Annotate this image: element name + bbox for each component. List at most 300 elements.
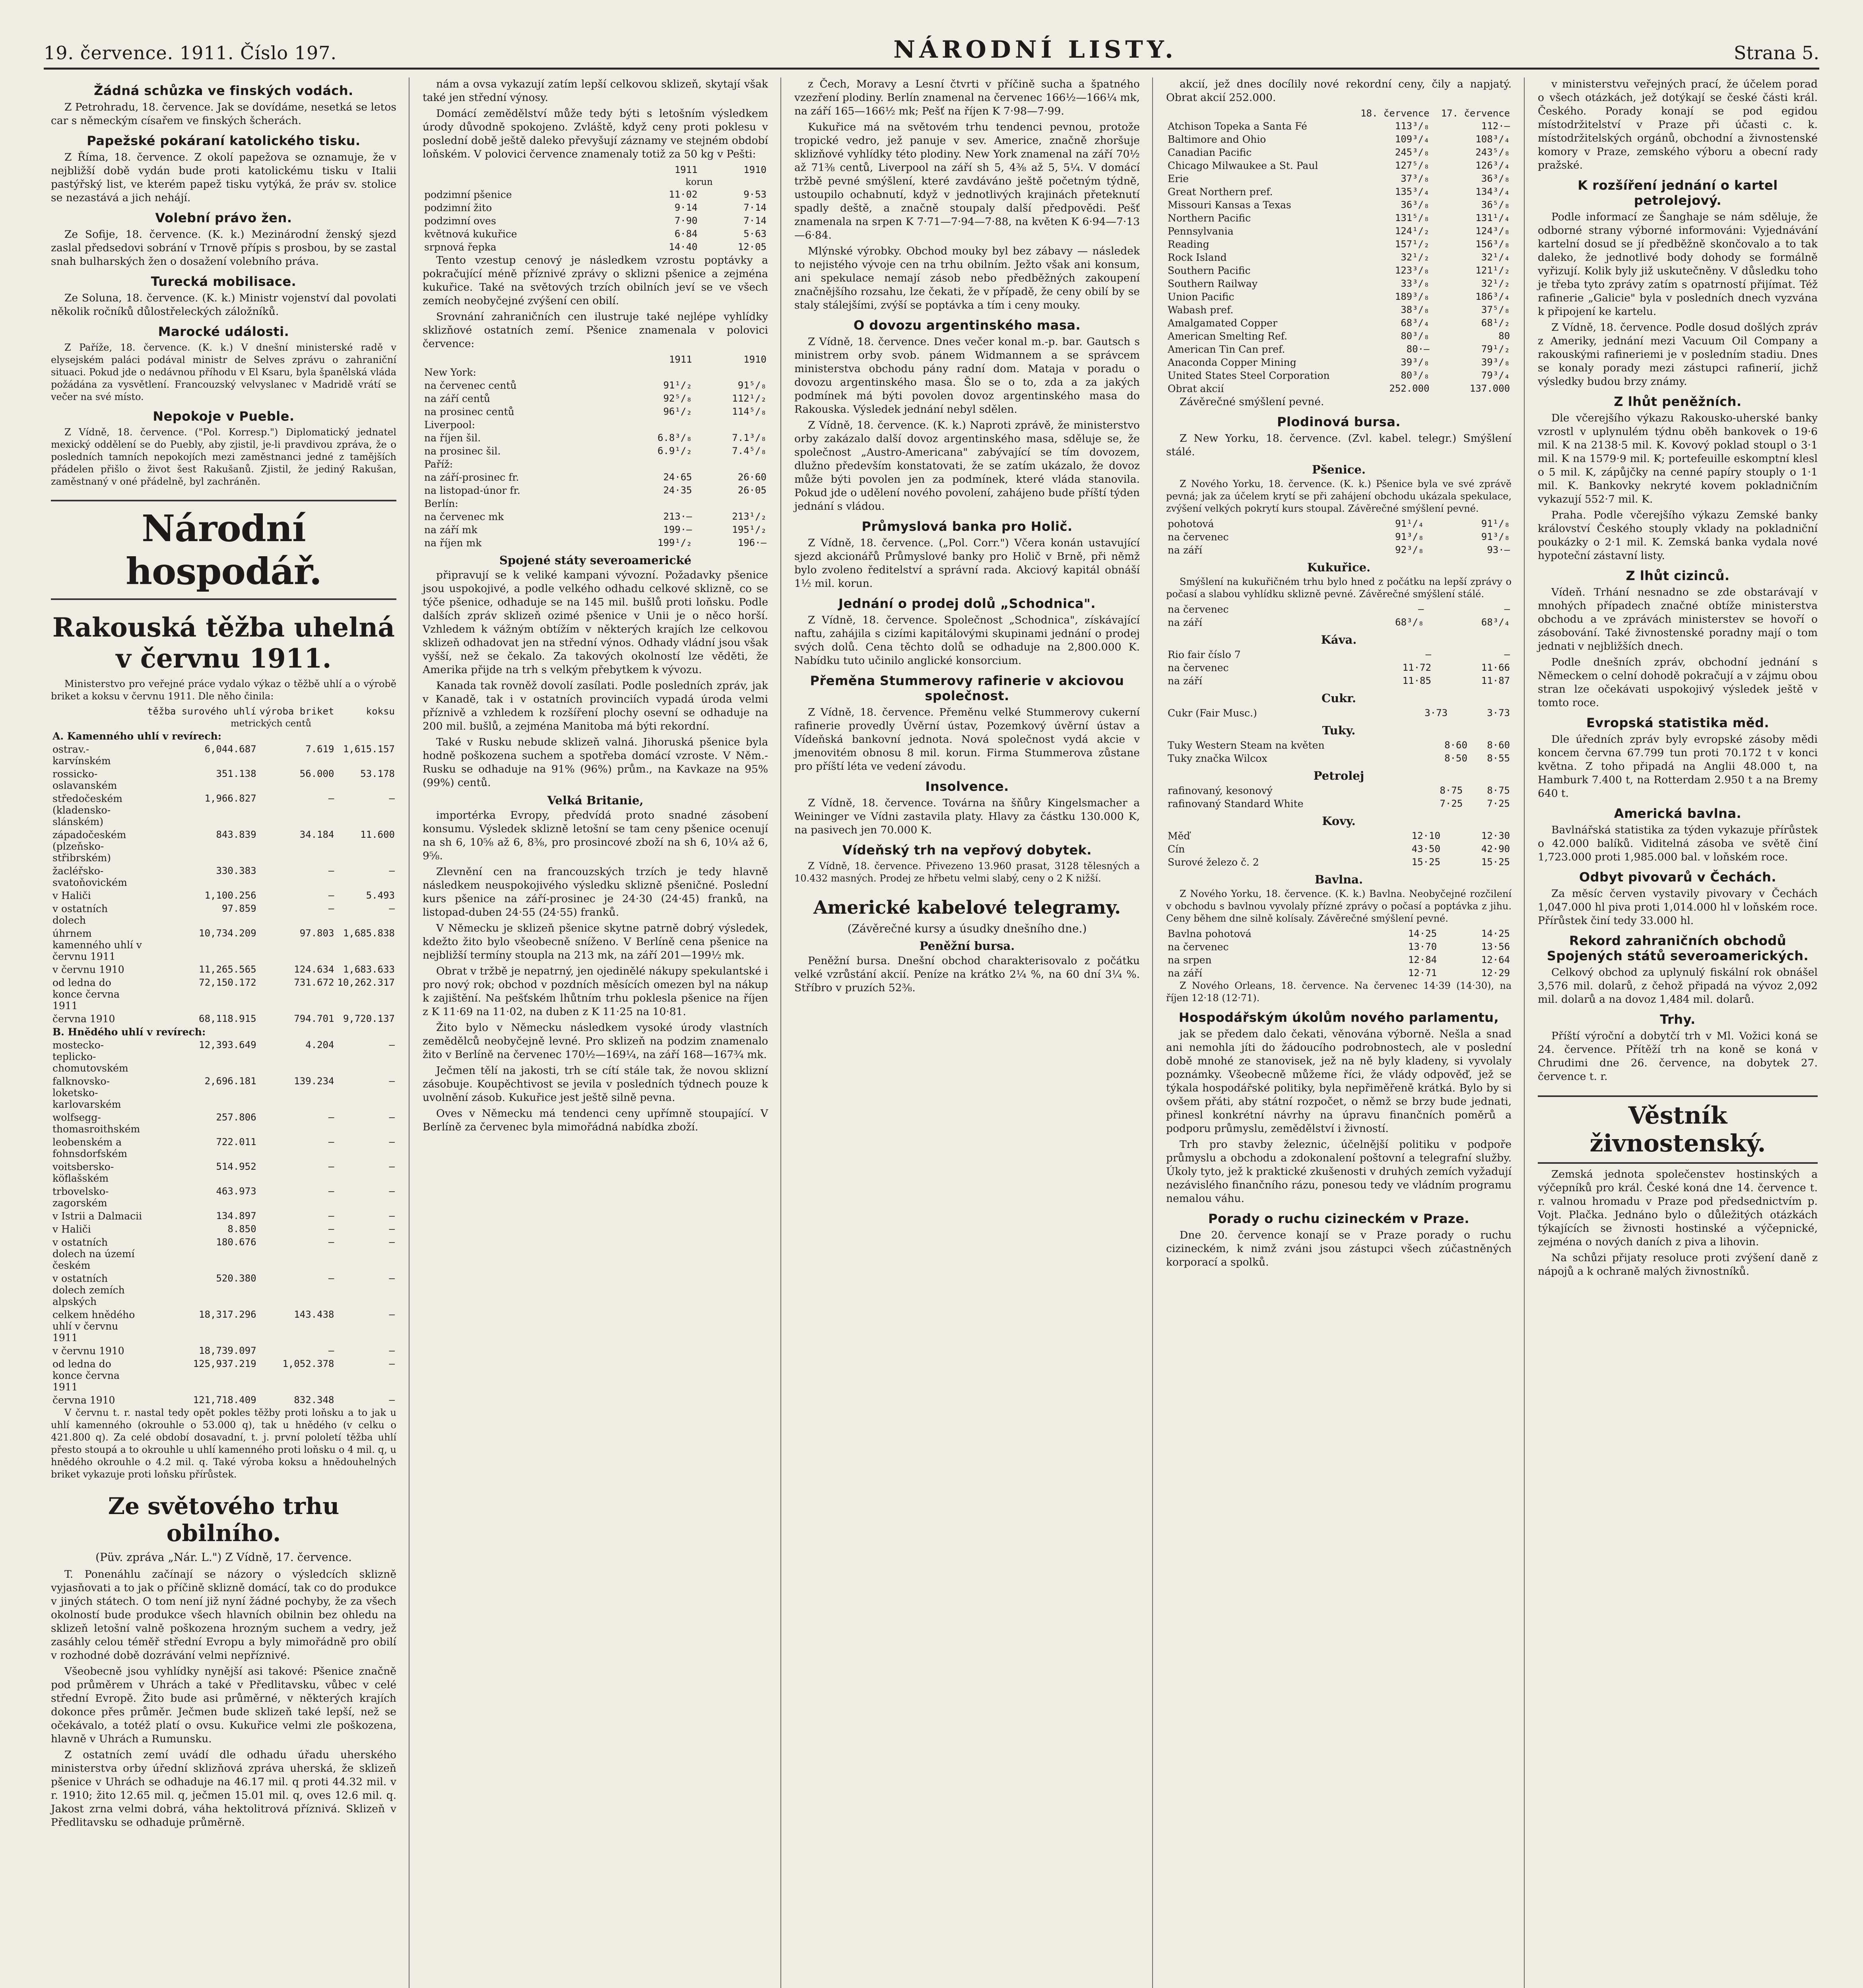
article-text: Trh pro stavby železnic, účelnější politiku v podpoře průmyslu a obchodu a zdokonalení poštovní a telegrafní služby. Úkoly tyto, jež k praktické zkušenosti v druhých zemích vyžadují nezávislého finančního rázu, ponesou tedy ve vládním programu nemalou váhu. xyxy=(1166,1138,1512,1205)
table-row xyxy=(1166,316,1512,330)
table-cell: 8·60 xyxy=(1444,740,1467,751)
table-cell xyxy=(619,458,693,471)
article-text: V červnu t. r. nastal tedy opět pokles těžby proti loňsku a to jak u uhlí kamenného (okrouhle o 53.000 q), tak u hnědého (v celku o 421.800 q). Za celé období dosavadní, t. j. první pololetí těžba uhlí přesto stoupá a to okrouhle u uhlí kamenného proti loňsku o 4 mil. q, u hnědého okrouhle o 4.2 mil. q. Také výroba koksu a hnědouhelných briket vykazuje proti loňsku přírůstek. xyxy=(51,1407,396,1480)
table-cell: 12·64 xyxy=(1481,954,1510,965)
table-cell: 124³/₈ xyxy=(1475,225,1510,237)
table-cell: středočeském (kladensko-slánském) xyxy=(52,793,122,827)
table-row xyxy=(1166,530,1512,544)
table-cell: 97.803 xyxy=(299,928,334,939)
table-cell: 1,615.157 xyxy=(343,744,395,755)
table-cell: Southern Railway xyxy=(1168,278,1258,289)
table-row xyxy=(51,1394,396,1407)
column-4 xyxy=(1159,78,1519,1988)
table-cell: 213¹/₂ xyxy=(732,511,767,522)
table-cell: 10,262.317 xyxy=(337,977,395,988)
table-cell: — xyxy=(389,1186,395,1197)
table-header-cell: 1910 xyxy=(743,354,767,365)
table-cell: 91⁵/₈ xyxy=(737,380,767,391)
headline: Z lhůt peněžních. xyxy=(1614,394,1742,409)
article-text: z Čech, Moravy a Lesní čtvrti v příčině sucha a špatného vzezření plodiny. Berlín znamenal na červenec 166½—166¼ mk, na září 165—166½ mk; Pešť na říjen K 7·98—7·99. xyxy=(794,78,1140,117)
table-cell: na září xyxy=(1168,544,1202,556)
table-cell: 125,937.219 xyxy=(193,1358,256,1369)
table-row xyxy=(1166,198,1512,212)
article-text: Z Petrohradu, 18. července. Jak se dovídáme, nesetká se letos car s německým císařem ve finských šcherách. xyxy=(51,101,396,127)
table-cell: 37⁵/₈ xyxy=(1481,304,1510,315)
table-row xyxy=(1166,674,1512,687)
table-row xyxy=(51,1136,396,1160)
table-row xyxy=(51,963,396,976)
table-cell: 2,696.181 xyxy=(204,1076,256,1087)
table-cell: 79³/₄ xyxy=(1481,370,1510,381)
cotton-table xyxy=(1166,927,1512,980)
table-cell: 5·63 xyxy=(743,228,767,239)
table-row xyxy=(1166,739,1512,752)
table-cell: 11·02 xyxy=(669,189,698,200)
table-row xyxy=(423,188,768,201)
column-rule xyxy=(1152,78,1153,1988)
table-cell: na září-prosinec fr. xyxy=(424,472,519,483)
article-text: Oves v Německu má tendenci ceny upřímně stoupající. V Berlíně za červenec byla mimořádná nabídka zboží. xyxy=(423,1107,768,1133)
article-text: Z New Yorku, 18. července. (Zvl. kabel. telegr.) Smýšlení stálé. xyxy=(1166,432,1512,458)
table-cell: 843.839 xyxy=(216,829,256,840)
table-cell: B. Hnědého uhlí v revírech: xyxy=(52,1026,206,1038)
table-cell: 39³/₈ xyxy=(1481,357,1510,368)
table-cell: 189³/₈ xyxy=(1395,291,1430,302)
article-text: Z Vídně, 18. července. Továrna na šňůry Kingelsmacher a Weininger ve Vídni zastavila platy. Hlavy za částku 130.000 K, na pasivech jen 70.000 K. xyxy=(794,797,1140,836)
article-text: Celkový obchod za uplynulý fiskální rok obnášel 3,576 mil. dolarů, z čehož připadá na vývoz 2,092 mil. dolarů a na dovoz 1,484 mil. dolarů. xyxy=(1538,966,1818,1006)
column-1 xyxy=(44,78,404,1988)
table-cell: 123³/₈ xyxy=(1395,265,1430,276)
table-row xyxy=(1166,290,1512,303)
article-text: Bavlnářská statistika za týden vykazuje přírůstek o 42.000 balíků. Viditelná zásoba ve světě činí 1,723.000 proti 1,985.000 bal. v loňském roce. xyxy=(1538,824,1818,863)
column-rule xyxy=(1524,78,1525,1988)
table-cell: — xyxy=(328,1112,334,1123)
table-cell: Chicago Milwaukee a St. Paul xyxy=(1168,160,1318,171)
table-cell: žacléřsko-svatoňovickém xyxy=(52,865,127,888)
subheadline: Káva. xyxy=(1321,633,1357,646)
table-cell: 24·65 xyxy=(663,472,692,483)
table-cell: 113³/₈ xyxy=(1395,120,1430,132)
table-row xyxy=(1166,212,1512,225)
table-row xyxy=(51,1185,396,1209)
table-header xyxy=(423,353,768,366)
table-row xyxy=(51,902,396,927)
table-cell: 112¹/₂ xyxy=(732,393,767,404)
table-row xyxy=(1166,225,1512,238)
table-cell: 186³/₄ xyxy=(1475,291,1510,302)
table-row xyxy=(51,792,396,828)
table-cell: na listopad-únor fr. xyxy=(424,485,520,496)
table-cell: Pennsylvania xyxy=(1168,225,1234,237)
table-cell: 15·25 xyxy=(1481,856,1510,868)
subheadline: Velká Britanie, xyxy=(547,794,644,807)
table-row xyxy=(1166,382,1512,395)
table-cell: — xyxy=(1425,649,1431,660)
article-text: Z Nového Yorku, 18. července. (K. k.) Pšenice byla ve své zprávě pevná; jak za účelem krytí se při zahájení obchodu ukázala spekulace, zvýšení velkých pokrytí kurs stoupal. Závěrečné smýšlení pevné. xyxy=(1166,478,1512,514)
table-cell xyxy=(619,366,693,379)
table-cell: 80·— xyxy=(1406,344,1430,355)
table-cell: — xyxy=(389,1309,395,1320)
table-header xyxy=(423,163,768,176)
table-row xyxy=(1166,133,1512,146)
article-text: Závěrečné smýšlení pevné. xyxy=(1180,396,1324,408)
table-cell: — xyxy=(389,1273,395,1284)
table-row xyxy=(423,523,768,536)
table-cell: 80 xyxy=(1498,330,1510,342)
table-row xyxy=(1166,343,1512,356)
table-cell: 6.8³/₈ xyxy=(657,432,692,443)
headline: K rozšíření jednání o kartel petrolejový. xyxy=(1578,178,1778,208)
table-cell: v ostatních dolech na území českém xyxy=(52,1237,135,1271)
table-cell: — xyxy=(328,865,334,876)
table-cell: Erie xyxy=(1168,173,1189,184)
table-cell: Cín xyxy=(1168,843,1185,855)
table-cell: na červenec xyxy=(1168,604,1229,615)
article-text: Z ostatních zemí uvádí dle odhadu úřadu uherského ministerstva orby úřední sklizňová zpráva uherská, že sklizeň pšenice v Uhrách se odhaduje na 46.17 mil. q proti 44.32 mil. v r. 1910; žito 12.65 mil. q, ječmen 15.01 mil. q, oves 12.6 mil. q. Jakost zrna velmi dobrá, váha hektolitrová příznivá. Sklizeň v Předlitavsku se odhaduje průměrně. xyxy=(51,1749,396,1829)
table-cell: 7.1³/₈ xyxy=(732,432,767,443)
table-header-cell: 1910 xyxy=(743,164,767,175)
table-cell: 5.493 xyxy=(366,890,395,901)
table-row xyxy=(1166,707,1512,720)
table-cell: 26·60 xyxy=(737,472,767,483)
table-cell: 26·05 xyxy=(737,485,767,496)
table-row xyxy=(51,1344,396,1357)
coal-table xyxy=(51,705,396,1407)
table-row xyxy=(51,1209,396,1223)
table-cell: od ledna do konce června 1911 xyxy=(52,1358,120,1393)
table-cell: — xyxy=(389,1136,395,1147)
subheadline: Pšenice. xyxy=(1312,463,1366,476)
table-header-cell: koksu xyxy=(366,706,395,717)
table-cell: 7.619 xyxy=(305,744,334,755)
subheadline: Peněžní bursa. xyxy=(919,939,1015,953)
table-row xyxy=(423,379,768,392)
article-source: (Püv. zpráva „Nár. L.") Z Vídně, 17. července. xyxy=(95,1551,352,1564)
coal-table-body xyxy=(51,730,396,1407)
table-row xyxy=(1166,544,1512,557)
table-cell: — xyxy=(328,1161,334,1172)
table-row xyxy=(423,405,768,418)
column-2 xyxy=(415,78,775,1988)
table-cell: na červenec xyxy=(1168,531,1229,543)
table-row xyxy=(1166,159,1512,172)
table-cell: Cukr (Fair Musc.) xyxy=(1168,707,1257,719)
table-cell: 4.204 xyxy=(305,1039,334,1050)
subheadline: Bavlna. xyxy=(1314,873,1363,886)
table-cell: American Smelting Ref. xyxy=(1168,330,1288,342)
table-cell: 1,685.838 xyxy=(343,928,395,939)
headline: Plodinová bursa. xyxy=(1277,414,1401,429)
table-cell: 14·25 xyxy=(1408,928,1437,939)
table-row xyxy=(51,1223,396,1236)
subheadline: Cukr. xyxy=(1322,691,1356,705)
table-cell: 11·72 xyxy=(1402,662,1431,673)
table-cell: 7.4⁵/₈ xyxy=(732,445,767,456)
commodity-table-body xyxy=(1166,603,1512,629)
table-cell: 124¹/₂ xyxy=(1395,225,1430,237)
table-cell xyxy=(619,497,693,510)
column-5 xyxy=(1531,78,1825,1988)
issue-date: 19. července. 1911. Číslo 197. xyxy=(44,42,337,64)
headline: Papežské pokáraní katolického tisku. xyxy=(87,133,361,148)
table-cell: 108³/₄ xyxy=(1475,134,1510,145)
table-cell: — xyxy=(389,903,395,914)
table-cell: 6·84 xyxy=(674,228,698,239)
article-text: Z Vídně, 18. července. (K. k.) Naproti zprávě, že ministerstvo orby zakázalo další dovoz argentinského masa, sděluje se, že společnost „Austro-Americana" zabývající se tím dovozem, dlužno především konstatovati, že se zatím ukázalo, že dovoz může býti povolen jen za podmínek, které vláda stanovila. Pokud jde o udělení nového povolení, zahájeno bude příští týden jednání s vládou. xyxy=(794,419,1140,513)
table-cell: New York: xyxy=(424,367,476,378)
table-cell: 12·84 xyxy=(1408,954,1437,965)
table-row xyxy=(51,889,396,902)
table-cell: 199·— xyxy=(663,524,692,535)
table-cell: na říjen šil. xyxy=(424,432,481,444)
headline: Jednání o prodej dolů „Schodnica". xyxy=(838,596,1096,611)
fat-table xyxy=(1166,739,1512,765)
article-text: Obrat v tržbě je nepatrný, jen ojedinělé nákupy spekulantské i pro nový rok; obchod v pozdních měsících omezen byl na nákup k zajištění. Na pešťském lhůtním trhu poklesla pšenice na říjen z K 11·69 na 11·02, na duben z K 11·25 na 10·81. xyxy=(423,965,768,1018)
table-cell: — xyxy=(328,793,334,804)
table-cell: 213·— xyxy=(663,511,692,522)
corn-table xyxy=(1166,603,1512,629)
table-row xyxy=(1166,797,1512,810)
table-header-cell xyxy=(1166,107,1351,120)
table-cell: 96¹/₂ xyxy=(663,406,692,417)
article-text: Za měsíc červen vystavily pivovary v Čechách 1,047.000 hl piva proti 1,014.000 hl v loňském roce. Přírůstek činí tedy 33.000 hl. xyxy=(1538,887,1818,927)
table-cell: podzimní žito xyxy=(424,202,492,214)
table-cell: 13·70 xyxy=(1408,941,1437,952)
table-row xyxy=(423,445,768,458)
table-header-cell: 18. července xyxy=(1360,108,1430,119)
article-text: Ministerstvo pro veřejné práce vydalo výkaz o těžbě uhlí a o výrobě briket a koksu v červnu 1911. Dle něho činila: xyxy=(51,678,396,702)
table-row xyxy=(423,431,768,445)
table-cell: 1,052.378 xyxy=(282,1358,334,1369)
section-title: Věstník živnostenský. xyxy=(1538,1095,1818,1164)
article-text: Kukuřice má na světovém trhu tendenci pevnou, protože tropické vedro, jež panuje v sev. Americe, značně zhoršuje sklizňové vyhlídky této plodiny. New York znamenal na září 70½ až 71⅜ centů, Liverpool na září sh 5, 4⅜ až 5, 5¼. V domácí tržbě pevné smýšlení, které zavdáváno ještě početným týdně, ustoupilo ochabnutí, když v jednotlivých krajinách přeteknutí spadly deště, a značně stoupaly další předpovědi. Pešť znamenala na srpen K 7·71—7·94—7·88, na květen K 6·94—7·13—6·84. xyxy=(794,121,1140,241)
table-cell: 8.850 xyxy=(227,1223,256,1235)
table-row xyxy=(1166,843,1512,856)
table-cell: — xyxy=(328,890,334,901)
headline: Odbyt pivovarů v Čechách. xyxy=(1579,870,1777,885)
headline: Vídeňský trh na vepřový dobytek. xyxy=(842,843,1092,858)
table-row xyxy=(1166,829,1512,843)
article-text: Z Paříže, 18. července. (K. k.) V dnešní ministerské radě v elysejském paláci podával ministr de Selves zprávu o zahraniční situaci. Pokud jde o nedávnou příhodu v El Ksaru, byla španělská vláda požádána za vysvětlení. Francouzský velvyslanec v Madridě vrátí se večer na své místo. xyxy=(51,342,396,402)
table-cell: 37³/₈ xyxy=(1401,173,1430,184)
table-cell: v Haliči xyxy=(52,890,91,901)
table-row xyxy=(1166,303,1512,316)
table-header-cell xyxy=(423,176,630,188)
table-cell: — xyxy=(389,1223,395,1235)
table-cell: 36³/₈ xyxy=(1481,173,1510,184)
table-cell: v ostatních dolech xyxy=(52,903,108,926)
table-cell: 134.897 xyxy=(216,1210,256,1221)
table-cell: 351.138 xyxy=(216,768,256,779)
table-row xyxy=(51,767,396,792)
table-row xyxy=(51,1308,396,1344)
table-cell: 97.859 xyxy=(221,903,256,914)
table-cell: 514.952 xyxy=(216,1161,256,1172)
table-cell: 80³/₈ xyxy=(1401,370,1430,381)
oil-table xyxy=(1166,784,1512,810)
table-cell: 127⁵/₈ xyxy=(1395,160,1430,171)
table-cell: — xyxy=(389,1076,395,1087)
table-cell: 12·30 xyxy=(1481,830,1510,841)
headline: Porady o ruchu cizineckém v Praze. xyxy=(1208,1211,1469,1226)
article-text: Peněžní bursa. Dnešní obchod charakterisovalo z počátku velké vzrůstání akcií. Peníze na krátko 2¼ %, na 60 dní 3¼ %. Stříbro v pruzích 52⅜. xyxy=(794,955,1140,994)
article-text: Praha. Podle včerejšího výkazu Zemské banky království Českého stouply vklady na pokladniční poukázky o 2·1 mil. K. Zemská banka vydala nové hypoteční zástavní listy. xyxy=(1538,509,1818,562)
article-text: Z Nového Orleans, 18. července. Na červenec 14·39 (14·30), na říjen 12·18 (12·71). xyxy=(1166,980,1512,1004)
table-cell: 143.438 xyxy=(294,1309,334,1320)
table-cell: 6,044.687 xyxy=(204,744,256,755)
table-cell: na září centů xyxy=(424,393,490,404)
table-cell: 91¹/₂ xyxy=(663,380,692,391)
table-cell: Liverpool: xyxy=(424,419,475,431)
article-text: Dle včerejšího výkazu Rakousko-uherské banky vzrostl v uplynulém týdnu oběh bankovek o 19·6 mil. K na 2138·5 mil. K. Kovový poklad stoupl o 3·1 mil. K na 1579·9 mil. K; portefeuille eskomptní klesl o 5 mil. K, zápůjčky na cenné papíry stouply o 1·1 mil. K. Bankovky nekryté kovem pokladničním vykazují 552·7 mil. K. xyxy=(1538,412,1818,505)
table-cell: na prosinec šil. xyxy=(424,445,501,457)
table-cell: 121¹/₂ xyxy=(1475,265,1510,276)
table-cell: Měď xyxy=(1168,830,1190,842)
table-section-row xyxy=(51,1025,396,1039)
table-cell: 15·25 xyxy=(1411,856,1440,868)
table-row xyxy=(1166,661,1512,674)
table-cell: — xyxy=(328,1136,334,1147)
table-header-cell: 1911 xyxy=(669,354,692,365)
table-cell: 18,739.097 xyxy=(199,1345,256,1356)
table-row xyxy=(51,927,396,963)
table-cell: 32¹/₂ xyxy=(1481,278,1510,289)
table-cell: 11.600 xyxy=(360,829,395,840)
table-row xyxy=(1166,146,1512,159)
price-table-body xyxy=(423,188,768,254)
article-text: Z Vídně, 18. července. Podle dosud došlých zpráv z Ameriky, jednání mezi Vacuum Oil Company a rakouskými rafineriemi je v posledním stadiu. Dnes se konaly porady mezi zástupci rafinerií, jichž výsledky budou brzy známy. xyxy=(1538,321,1818,388)
table-cell: 131¹/₄ xyxy=(1475,212,1510,223)
table-cell: 24·35 xyxy=(663,485,692,496)
headline: Trhy. xyxy=(1660,1012,1696,1027)
table-row xyxy=(1166,251,1512,264)
table-cell: 93·— xyxy=(1487,544,1510,555)
table-cell: 8·75 xyxy=(1487,785,1510,796)
table-cell: 257.806 xyxy=(216,1112,256,1123)
table-cell: 13·56 xyxy=(1481,941,1510,952)
table-cell: 1,683.633 xyxy=(343,964,395,975)
table-cell: 134³/₄ xyxy=(1475,186,1510,197)
table-cell: Reading xyxy=(1168,239,1209,250)
table-cell: — xyxy=(328,1237,334,1248)
table-row xyxy=(1166,603,1512,616)
table-unit: korun xyxy=(685,177,713,187)
table-row xyxy=(423,497,768,510)
article-text: Podle informací ze Šanghaje se nám sděluje, že odborné strany výborné informováni: Vyjednávání kartelní dosud se jí předběžně skončovalo a to tak daleko, že jednotlivé body dohody se formálně vyřizují. Kolik byly již uskutečněny. V důsledku toho je třeba tyto zprávy zatím s opatrností přijímat. Též rafinerie „Galicie" byla v posledních dnech vyzvána k připojení ke kartelu. xyxy=(1538,211,1818,318)
table-cell: na prosinec centů xyxy=(424,406,514,417)
column-rule xyxy=(780,78,781,1988)
table-cell: trbovelsko-zagorském xyxy=(52,1186,109,1209)
article-text: Z Říma, 18. července. Z okolí papežova se oznamuje, že v nejbližší době vydán bude proti katolickému tisku v Italii pastýřský list, ve kterém papež tisku vytýká, že práv sv. stolice se nezastává a jich nehájí. xyxy=(51,151,396,204)
table-cell: 91¹/₈ xyxy=(1481,518,1510,529)
table-cell: 12·05 xyxy=(737,241,767,252)
table-cell: 10,734.209 xyxy=(199,928,256,939)
table-cell: 157¹/₂ xyxy=(1395,239,1430,250)
table-row xyxy=(423,418,768,431)
article-text: Z Vídně, 18. července. („Pol. Corr.") Včera konán ustavující sjezd akcionářů Průmyslové banky pro Holič v Brně, při němž bylo zvoleno ředitelství a správní rada. Akciový kapitál obnáší 1½ mil. korun. xyxy=(794,537,1140,590)
masthead: NÁRODNÍ LISTY. xyxy=(893,36,1177,64)
table-cell: na září xyxy=(1168,675,1202,687)
table-cell: 135³/₄ xyxy=(1395,186,1430,197)
article-text: Dle úředních zpráv byly evropské zásoby mědi koncem června 67.799 tun proti 70.172 t v konci května. Z toho připadá na Anglii 48.000 t, na Hamburk 7.400 t, na Rotterdam 2.950 t a na Bremy 640 t. xyxy=(1538,733,1818,800)
table-unit: metrických centů xyxy=(230,718,312,729)
table-cell: v Istrii a Dalmacii xyxy=(52,1210,142,1222)
table-cell: 722.011 xyxy=(216,1136,256,1147)
subheadline: Kukuřice. xyxy=(1307,561,1371,574)
table-cell: Tuky Western Steam na květen xyxy=(1168,740,1325,751)
table-cell: falknovsko-loketsko-karlovarském xyxy=(52,1076,121,1110)
table-cell: 91³/₈ xyxy=(1395,531,1424,542)
table-cell: 243⁵/₈ xyxy=(1475,147,1510,158)
table-cell: Baltimore and Ohio xyxy=(1168,134,1266,145)
table-cell: 34.184 xyxy=(299,829,334,840)
article-text: Z Vídně, 18. července. Přivezeno 13.960 prasat, 3128 tělesných a 10.432 masných. Prodej ze hřbetu velmi slabý, ceny o 2 K nižší. xyxy=(794,860,1140,884)
table-row xyxy=(1166,752,1512,765)
table-cell: na červenec xyxy=(1168,662,1229,674)
table-cell: 12·71 xyxy=(1408,967,1437,978)
table-cell: Rock Island xyxy=(1168,252,1227,263)
table-cell: na září mk xyxy=(424,524,477,536)
table-row xyxy=(423,214,768,227)
table-cell: Atchison Topeka a Santa Fé xyxy=(1168,120,1307,132)
table-cell: 92⁵/₈ xyxy=(663,393,692,404)
article-text: Všeobecně jsou vyhlídky nynější asi takové: Pšenice značně pod průměrem v Uhrách a také v Předlitavsku, vůbec v celé střední Evropě. Žito bude asi průměrné, v některých krajích dokonce přes průměr. Ječmen bude sklizeň také lepší, než se očekávalo, a totéž platí o ovsu. Kukuřice velmi zle poškozena, hlavně v Uhrách a Rumunsku. xyxy=(51,1665,396,1745)
headline: Volební právo žen. xyxy=(155,210,292,225)
table-cell: 36⁵/₈ xyxy=(1481,199,1510,210)
table-cell: 139.234 xyxy=(294,1076,334,1087)
table-cell: 330.383 xyxy=(216,865,256,876)
table-cell: — xyxy=(328,1210,334,1221)
table-cell: 36³/₈ xyxy=(1401,199,1430,210)
table-cell: — xyxy=(328,1186,334,1197)
article-text: importérka Evropy, předvídá proto snadné zásobení konsumu. Výsledek sklizně letošní se tam ceny pšenice ocenují na sh 6, 10⅝ až 6, 8⅜, pro prosincové zboží na sh 6, 10¼ až 6, 9⅝. xyxy=(423,809,768,862)
article-text: Z Vídně, 18. července. Dnes večer konal m.-p. bar. Gautsch s ministrem orby svob. pánem Widmannem a se správcem ministerstva obchodu pány radní dom. Mataja v poradu o dovozu argentinského masa. Šlo se o to, zda a za jakých podmínek má býti povolen dovoz argentinského masa do Rakouska. Výsledek jednání nebyl sdělen. xyxy=(794,336,1140,415)
table-cell: západočeském (plzeňsko-střibrském) xyxy=(52,829,126,864)
table-row xyxy=(423,366,768,379)
commodity-table-body xyxy=(1166,517,1512,557)
section-title: Národní hospodář. xyxy=(51,500,396,600)
price-table-body xyxy=(423,366,768,549)
table-cell: 12·29 xyxy=(1481,967,1510,978)
table-cell: — xyxy=(328,1345,334,1356)
headline: Hospodářským úkolům nového parlamentu, xyxy=(1178,1010,1499,1025)
headline: Marocké události. xyxy=(158,324,289,339)
table-row xyxy=(423,227,768,241)
article-title: Ze světového trhu obilního. xyxy=(108,1493,340,1547)
article-text: Z Vídně, 18. července. Společnost „Schodnica", získávající naftu, zahájila s cizími kapitálovými skupinami jednání o prodej svých dolů. Cena těchto dolů se odhaduje na 2,800.000 K. Nabídku tuto učinilo anglické konsorcium. xyxy=(794,614,1140,667)
table-row xyxy=(51,1272,396,1308)
article-text: Z Nového Yorku, 18. července. (K. k.) Bavlna. Neobyčejné rozčilení v obchodu s bavlnou vyvolaly přízné zprávy o počasí a poptávka z jihu. Ceny během dne silně kolísaly. Závěrečné smýšlení pevné. xyxy=(1166,888,1512,924)
article-text: Zlevnění cen na francouzských trzích je tedy hlavně následkem neuspokojivého výsledku sklizně pšeničné. Poslední kurs pšenice na září-prosinec je 24·30 (24·45) franků, na listopad-duben 24·55 (24·55) franků. xyxy=(423,866,768,918)
table-cell: 195¹/₂ xyxy=(732,524,767,535)
table-cell: 11,265.565 xyxy=(199,964,256,975)
article-text: akcií, jež dnes docílily nové rekordní ceny, čily a napjatý. Obrat akcií 252.000. xyxy=(1166,78,1512,104)
table-row xyxy=(51,1039,396,1075)
subheadline: Tuky. xyxy=(1322,724,1356,737)
table-cell: 68³/₄ xyxy=(1481,617,1510,628)
table-row xyxy=(423,392,768,405)
table-cell: Great Northern pref. xyxy=(1168,186,1273,198)
table-cell: 68³/₈ xyxy=(1395,617,1424,628)
table-cell: 137.000 xyxy=(1469,383,1510,394)
table-cell: 7·90 xyxy=(674,215,698,226)
article-text: Ječmen tělí na jakosti, trh se cítí stále tak, že novou sklizní zásobuje. Koupěchtivost se jevila v posledních týdnech pouze k uvolnění zásob. Kukuřice jest ještě silně pevna. xyxy=(423,1064,768,1104)
subheadline: Spojené státy severoamerické xyxy=(499,553,692,567)
table-cell xyxy=(694,497,768,510)
table-cell: 79¹/₂ xyxy=(1481,344,1510,355)
table-cell: 56.000 xyxy=(299,768,334,779)
article-source: (Závěrečné kursy a úsudky dnešního dne.) xyxy=(847,922,1087,935)
